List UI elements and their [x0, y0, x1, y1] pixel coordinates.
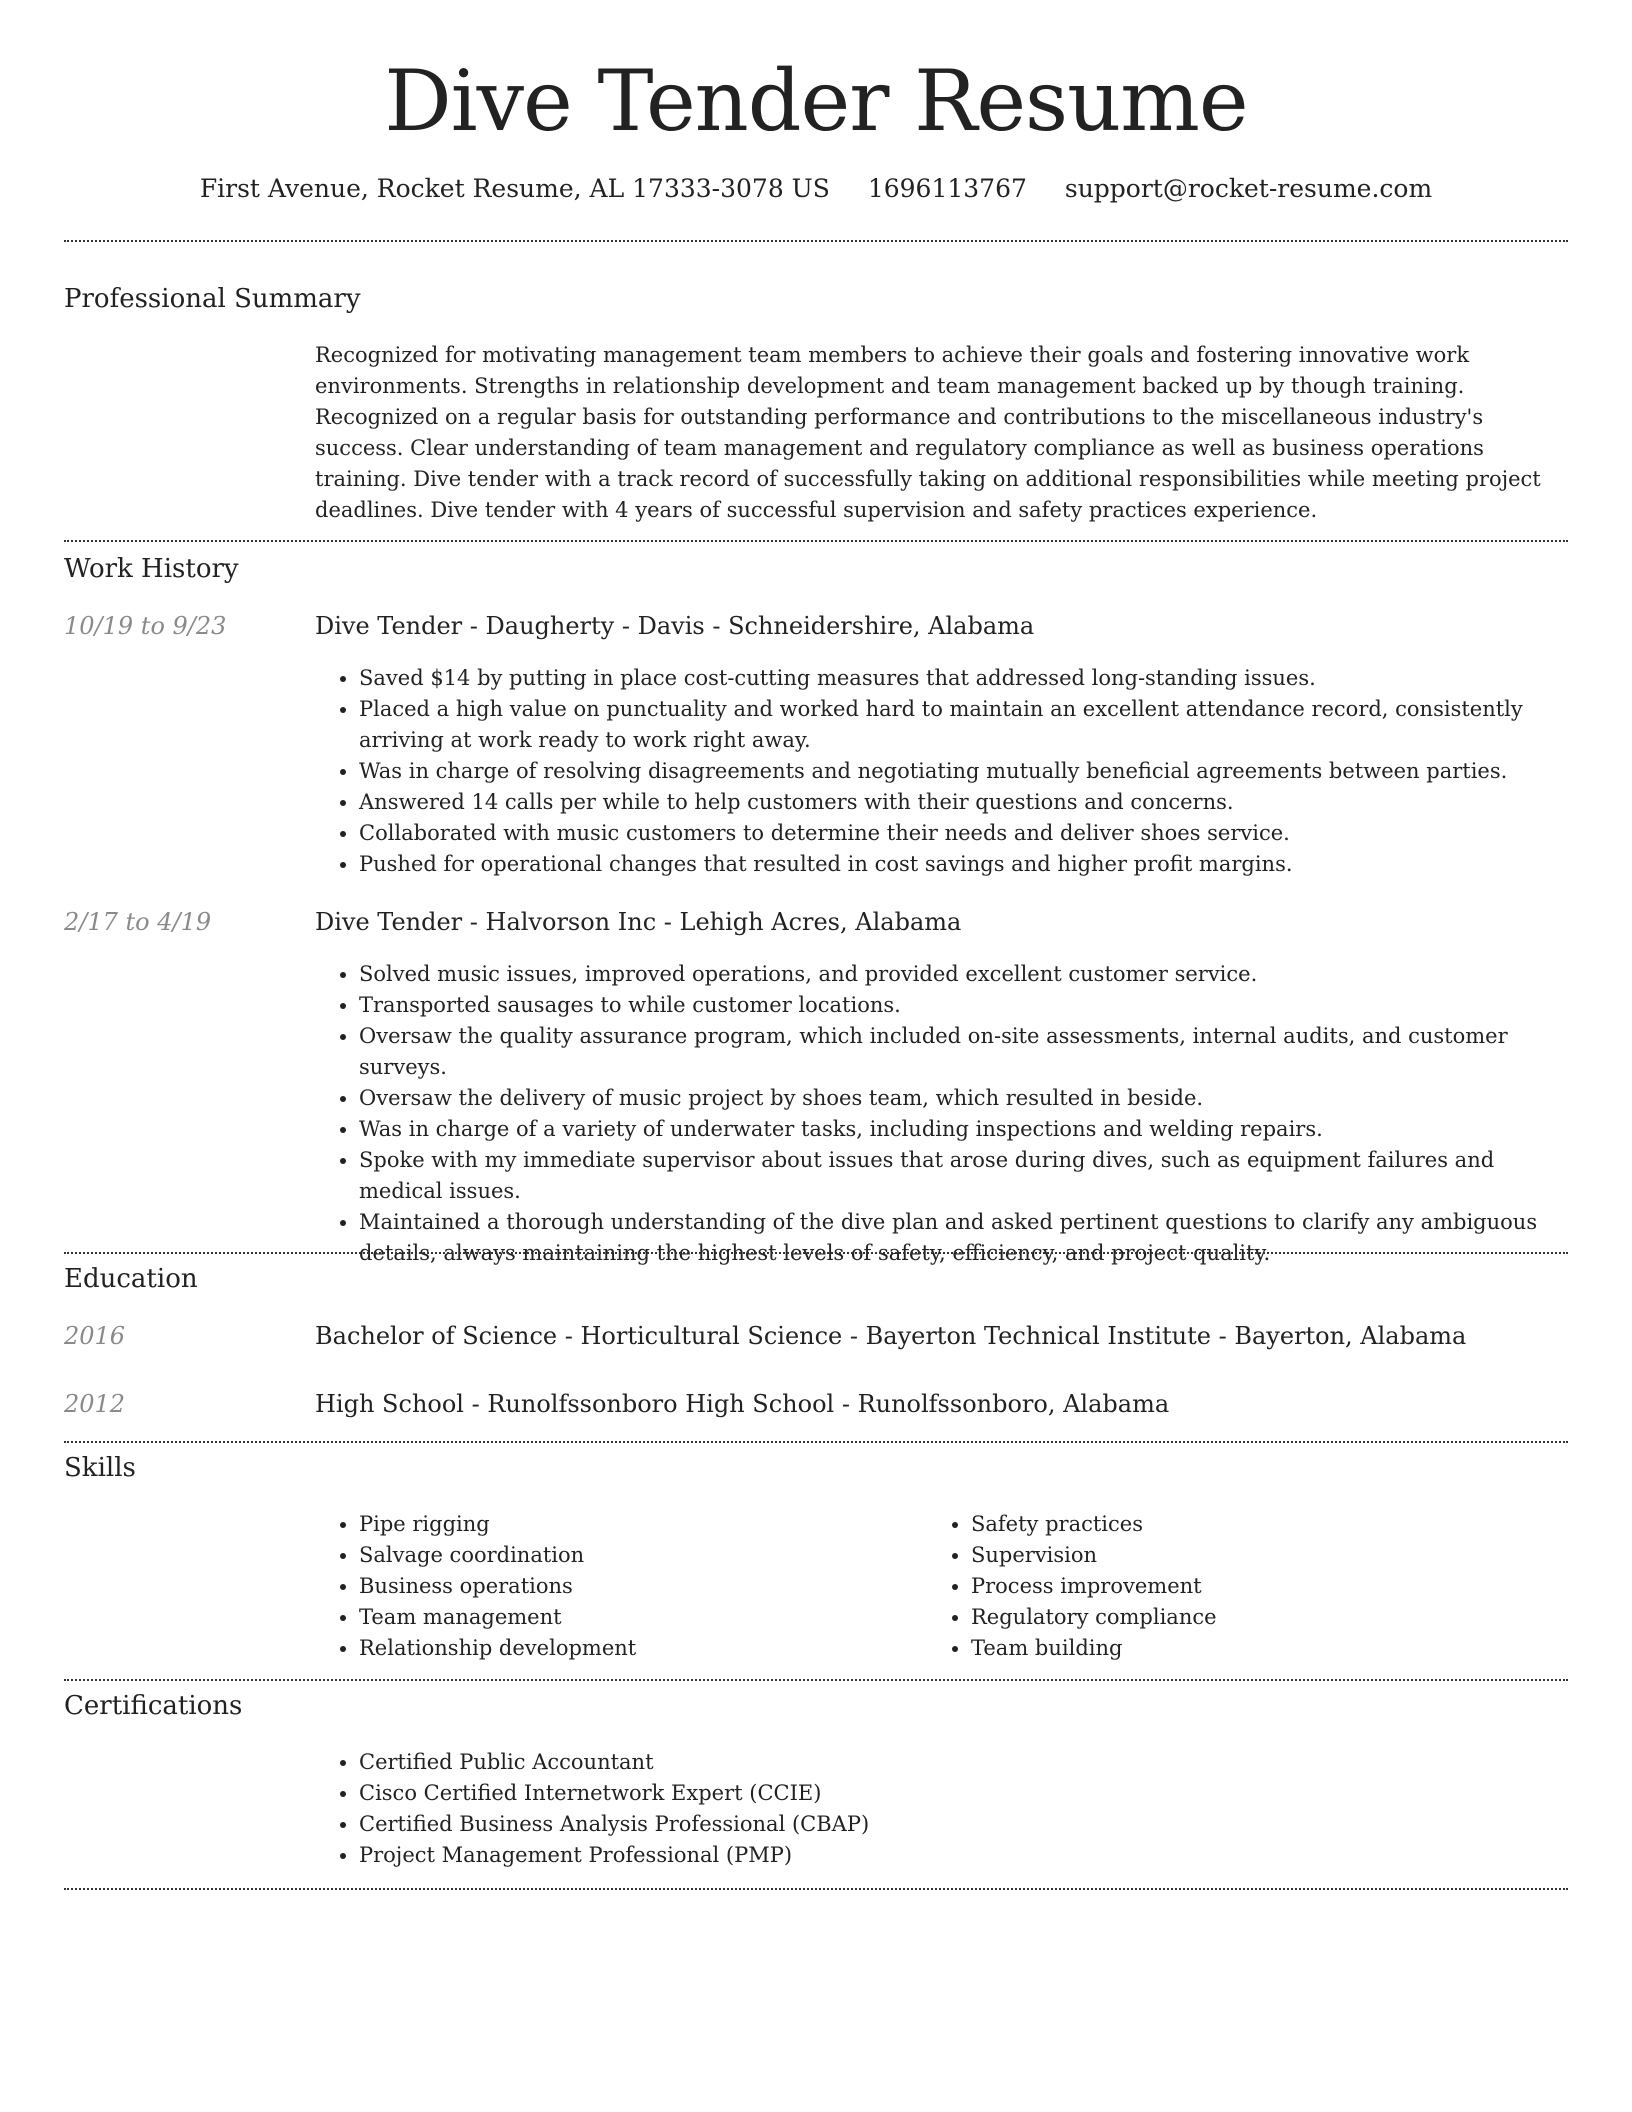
work-history-heading: Work History	[64, 554, 239, 584]
contact-phone: 1696113767	[867, 174, 1027, 203]
list-item: • Pushed for operational changes that resulted in cost savings and higher profit margins.	[359, 849, 1568, 880]
summary-text: Recognized for motivating management team members to achieve their goals and fostering innovative work environments. Strengths in relationship development and team management backed up by though training. Recognized on a regular basis for outstanding performance and contributions to the miscellaneous industry's success. Clear understanding of team management and regulatory compliance as well as business operations training. Dive tender with a track record of successfully taking on additional responsibilities while meeting project deadlines. Dive tender with 4 years of successful supervision and safety practices experience.	[315, 343, 1541, 522]
list-item: • Certified Public Accountant	[359, 1747, 1568, 1778]
job-dates: 10/19 to 9/23	[64, 612, 227, 640]
section-divider	[64, 1441, 1568, 1443]
list-item: • Answered 14 calls per while to help customers with their questions and concerns.	[359, 787, 1568, 818]
list-item: • Collaborated with music customers to determine their needs and deliver shoes service.	[359, 818, 1568, 849]
list-item: • Salvage coordination	[359, 1540, 927, 1571]
list-item: • Was in charge of resolving disagreements and negotiating mutually beneficial agreements between parties.	[359, 756, 1568, 787]
education-heading: Education	[64, 1264, 198, 1294]
list-item: • Process improvement	[971, 1571, 1568, 1602]
list-item: • Transported sausages to while customer locations.	[359, 990, 1568, 1021]
list-item: • Was in charge of a variety of underwater tasks, including inspections and welding repairs.	[359, 1114, 1568, 1145]
list-item: • Oversaw the delivery of music project by shoes team, which resulted in beside.	[359, 1083, 1568, 1114]
job-bullets	[315, 959, 1568, 1269]
list-item: • Certified Business Analysis Professional (CBAP)	[359, 1809, 1568, 1840]
job-heading: Dive Tender - Daugherty - Davis - Schneidershire, Alabama	[315, 612, 1035, 640]
contact-address: First Avenue, Rocket Resume, AL 17333-3078 US	[199, 174, 830, 203]
list-item: • Oversaw the quality assurance program, which included on-site assessments, internal audits, and customer surveys.	[359, 1021, 1568, 1083]
list-item: • Relationship development	[359, 1633, 927, 1664]
list-item: • Project Management Professional (PMP)	[359, 1840, 1568, 1871]
job-dates: 2/17 to 4/19	[64, 908, 212, 936]
summary-heading: Professional Summary	[64, 284, 361, 314]
education-year: 2012	[64, 1390, 126, 1418]
list-item: • Safety practices	[971, 1509, 1568, 1540]
education-entry: Bachelor of Science - Horticultural Science - Bayerton Technical Institute - Bayerton, Alabama	[315, 1322, 1467, 1350]
list-item: • Pipe rigging	[359, 1509, 927, 1540]
list-item: • Supervision	[971, 1540, 1568, 1571]
job-heading: Dive Tender - Halvorson Inc - Lehigh Acres, Alabama	[315, 908, 962, 936]
resume-title: Dive Tender Resume	[384, 52, 1248, 150]
section-divider	[64, 540, 1568, 542]
list-item: • Regulatory compliance	[971, 1602, 1568, 1633]
certifications-list	[315, 1747, 1568, 1871]
list-item: • Placed a high value on punctuality and worked hard to maintain an excellent attendance record, consistently arriving at work ready to work right away.	[359, 694, 1568, 756]
list-item: • Maintained a thorough understanding of the dive plan and asked pertinent questions to clarify any ambiguous details, always maintaining the highest levels of safety, efficiency, and project quality.	[359, 1207, 1568, 1269]
section-divider	[64, 1679, 1568, 1681]
list-item: • Solved music issues, improved operations, and provided excellent customer service.	[359, 959, 1568, 990]
education-year: 2016	[64, 1322, 126, 1350]
education-entry: High School - Runolfssonboro High School - Runolfssonboro, Alabama	[315, 1390, 1170, 1418]
skills-list-left	[315, 1509, 927, 1664]
contact-line	[64, 172, 1568, 206]
list-item: • Team building	[971, 1633, 1568, 1664]
contact-email: support@rocket-resume.com	[1064, 174, 1433, 203]
list-item: • Business operations	[359, 1571, 927, 1602]
job-bullets	[315, 663, 1568, 880]
skills-list-right	[927, 1509, 1568, 1664]
certifications-heading: Certifications	[64, 1691, 243, 1721]
list-item: • Spoke with my immediate supervisor about issues that arose during dives, such as equipment failures and medical issues.	[359, 1145, 1568, 1207]
section-divider	[64, 1252, 1568, 1254]
section-divider	[64, 240, 1568, 242]
skills-heading: Skills	[64, 1453, 136, 1483]
list-item: • Team management	[359, 1602, 927, 1633]
list-item: • Cisco Certified Internetwork Expert (CCIE)	[359, 1778, 1568, 1809]
section-divider	[64, 1888, 1568, 1890]
list-item: • Saved $14 by putting in place cost-cutting measures that addressed long-standing issues.	[359, 663, 1568, 694]
